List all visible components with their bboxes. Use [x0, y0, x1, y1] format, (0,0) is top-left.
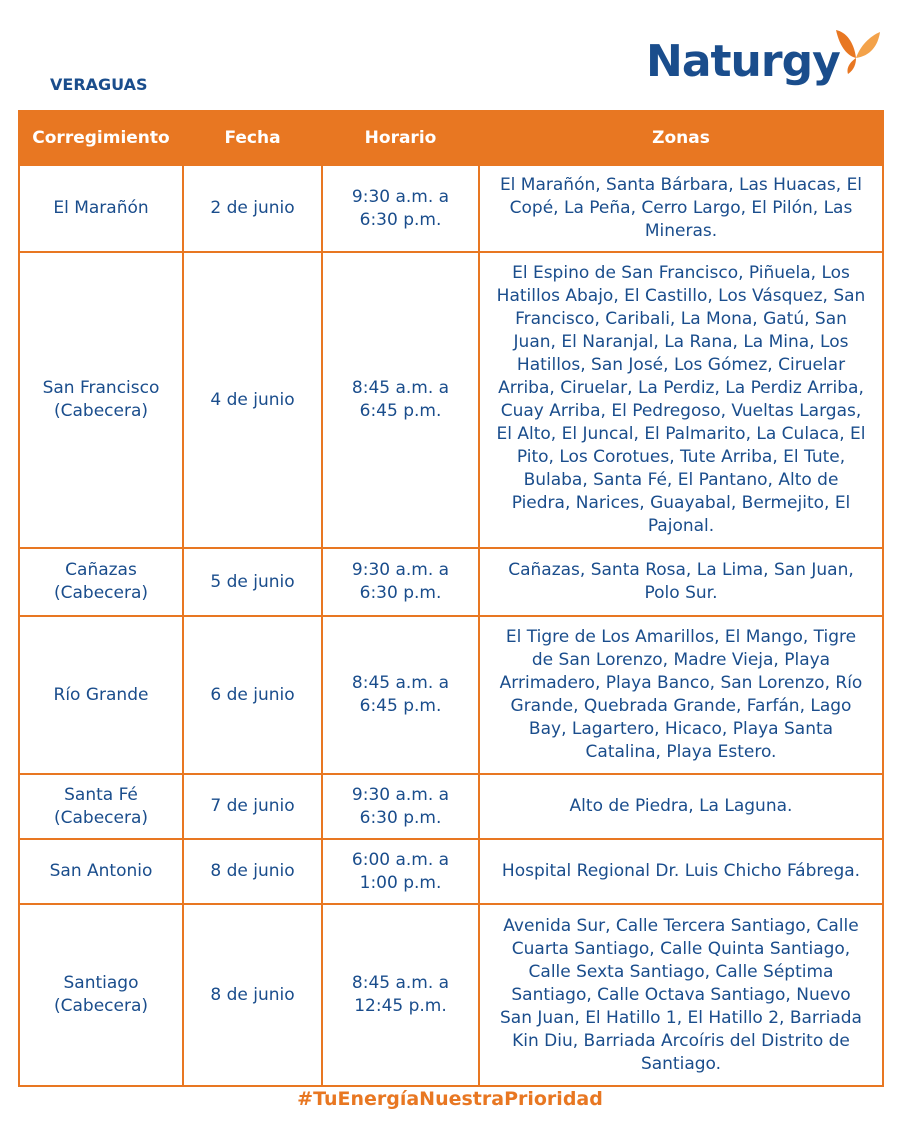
campaign-hashtag: #TuEnergíaNuestraPrioridad — [297, 1088, 603, 1110]
header-fecha: Fecha — [183, 111, 322, 165]
cell-fecha: 5 de junio — [183, 548, 322, 616]
table-row — [19, 616, 883, 774]
table-row — [19, 839, 883, 904]
table-header-row — [19, 111, 883, 165]
brand-name: Naturgy — [646, 36, 840, 87]
cell-zonas: Cañazas, Santa Rosa, La Lima, San Juan, Polo Sur. — [479, 548, 883, 616]
cell-horario: 8:45 a.m. a 12:45 p.m. — [322, 904, 479, 1086]
header-horario: Horario — [322, 111, 479, 165]
schedule-table — [18, 110, 884, 1087]
cell-corregimiento: San Antonio — [19, 839, 183, 904]
cell-zonas: Hospital Regional Dr. Luis Chicho Fábrega. — [479, 839, 883, 904]
brand-logo — [646, 28, 886, 98]
table-row — [19, 904, 883, 1086]
cell-fecha: 7 de junio — [183, 774, 322, 839]
cell-fecha: 8 de junio — [183, 839, 322, 904]
cell-horario: 9:30 a.m. a 6:30 p.m. — [322, 548, 479, 616]
cell-zonas: El Tigre de Los Amarillos, El Mango, Tigre de San Lorenzo, Madre Vieja, Playa Arrimadero, Playa Banco, San Lorenzo, Río Grande, Quebrada Grande, Farfán, Lago Bay, Lagartero, Hicaco, Playa Santa Catalina, Playa Estero. — [479, 616, 883, 774]
cell-horario: 9:30 a.m. a 6:30 p.m. — [322, 165, 479, 252]
cell-fecha: 8 de junio — [183, 904, 322, 1086]
cell-zonas: El Espino de San Francisco, Piñuela, Los Hatillos Abajo, El Castillo, Los Vásquez, San Francisco, Caribali, La Mona, Gatú, San Juan, El Naranjal, La Rana, La Mina, Los Hatillos, San José, Los Gómez, Ciruelar Arriba, Ciruelar, La Perdiz, La Perdiz Arriba, Cuay Arriba, El Pedregoso, Vueltas Largas, El Alto, El Juncal, El Palmarito, La Culaca, El Pito, Los Corotues, Tute Arriba, El Tute, Bulaba, Santa Fé, El Pantano, Alto de Piedra, Narices, Guayabal, Bermejito, El Pajonal. — [479, 252, 883, 548]
table-row — [19, 548, 883, 616]
cell-corregimiento: El Marañón — [19, 165, 183, 252]
region-title: VERAGUAS — [50, 75, 148, 94]
table-row — [19, 252, 883, 548]
table-row — [19, 774, 883, 839]
cell-corregimiento: Santa Fé (Cabecera) — [19, 774, 183, 839]
header-zonas: Zonas — [479, 111, 883, 165]
butterfly-icon — [832, 28, 882, 78]
cell-corregimiento: Santiago (Cabecera) — [19, 904, 183, 1086]
header-corregimiento: Corregimiento — [19, 111, 183, 165]
cell-corregimiento: San Francisco (Cabecera) — [19, 252, 183, 548]
cell-horario: 8:45 a.m. a 6:45 p.m. — [322, 252, 479, 548]
table-row — [19, 165, 883, 252]
cell-zonas: Avenida Sur, Calle Tercera Santiago, Calle Cuarta Santiago, Calle Quinta Santiago, Calle Sexta Santiago, Calle Séptima Santiago, Calle Octava Santiago, Nuevo San Juan, El Hatillo 1, El Hatillo 2, Barriada Kin Diu, Barriada Arcoíris del Distrito de Santiago. — [479, 904, 883, 1086]
cell-corregimiento: Río Grande — [19, 616, 183, 774]
cell-corregimiento: Cañazas (Cabecera) — [19, 548, 183, 616]
cell-zonas: Alto de Piedra, La Laguna. — [479, 774, 883, 839]
cell-horario: 9:30 a.m. a 6:30 p.m. — [322, 774, 479, 839]
cell-fecha: 4 de junio — [183, 252, 322, 548]
cell-fecha: 6 de junio — [183, 616, 322, 774]
cell-fecha: 2 de junio — [183, 165, 322, 252]
cell-zonas: El Marañón, Santa Bárbara, Las Huacas, El Copé, La Peña, Cerro Largo, El Pilón, Las Mineras. — [479, 165, 883, 252]
cell-horario: 8:45 a.m. a 6:45 p.m. — [322, 616, 479, 774]
cell-horario: 6:00 a.m. a 1:00 p.m. — [322, 839, 479, 904]
